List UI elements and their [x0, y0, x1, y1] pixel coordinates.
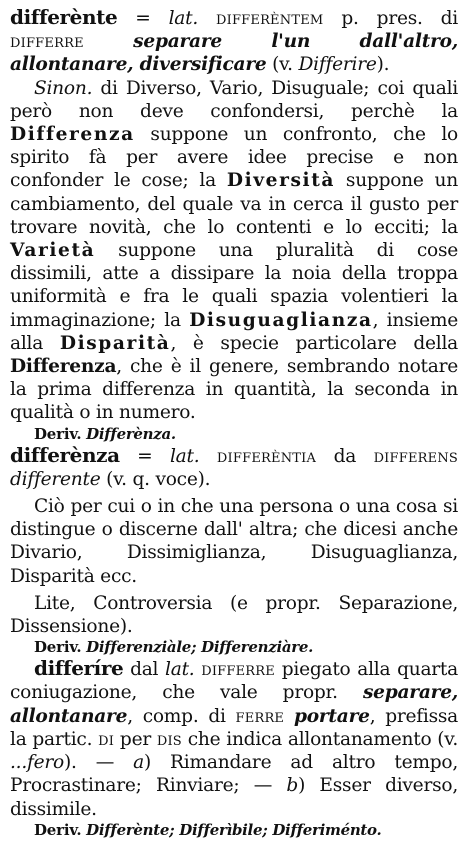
headword: differènte	[10, 5, 118, 29]
lang-abbrev: lat.	[168, 8, 198, 29]
derivatives-label: Deriv.	[34, 638, 82, 657]
etymon: ferre	[235, 705, 285, 727]
derivatives	[34, 821, 458, 840]
term: Diversità	[226, 170, 336, 192]
particle: di	[98, 728, 115, 750]
particle: dis	[156, 728, 182, 750]
cross-reference: Differire	[298, 54, 377, 76]
gloss: portare	[293, 705, 370, 727]
headword: differíre	[34, 656, 124, 681]
derivatives-label: Deriv.	[34, 820, 82, 839]
sense-letter: b	[286, 775, 299, 797]
entry-differente: differènte = lat. differèntem p. pres. di differre separare l'un dall'altro, allontanare, diversificare (v. Differire).	[10, 5, 458, 76]
lang-abbrev: lat.	[165, 659, 195, 681]
entry-differire: differíre dal lat. differre piegato alla quarta coniugazione, che vale propr. separare, allontanare, comp. di ferre portare, prefissa la partic. di per dis che indica allontanamento (v. ...fero). — a) Rimandare ad altro tempo, Procrastinare; Rinviare; — b) Esser diverso, dissimile.	[10, 656, 459, 820]
derivative-words: Differènza.	[86, 424, 176, 443]
derivatives	[34, 638, 458, 657]
definition-paragraph: Ciò per cui o in che una persona o una cosa si distingue o discerne dall' altra; che dicesi anche Divario, Dissimiglianza, Disuguaglianza, Disparità ecc.	[10, 496, 458, 587]
cross-reference: ...fero	[10, 752, 64, 774]
gloss: separare l'un dall'altro, allontanare, diversificare	[10, 31, 458, 76]
term: Differenza	[10, 356, 117, 378]
term: Varietà	[10, 240, 96, 262]
term: Differenza	[10, 124, 135, 146]
headword: differènza	[10, 442, 120, 467]
derivatives	[34, 425, 458, 444]
derivative-words: Differenziàle; Differenziàre.	[86, 638, 314, 657]
cross-reference: differente	[10, 468, 101, 490]
synonyms-label: Sinon.	[34, 77, 93, 99]
gloss: separare, allontanare	[10, 682, 458, 727]
definition-paragraph: Lite, Controversia (e propr. Separazione, Dissensione).	[10, 592, 458, 638]
etymon: differens	[373, 445, 459, 467]
sense-letter: a	[133, 752, 144, 774]
term: Disuguaglianza	[189, 309, 373, 331]
synonyms-paragraph: Sinon. di Diverso, Vario, Disuguale; coi quali però non deve confondersi, perchè la Differenza suppone un confronto, che lo spirito fà per avere idee precise e non confonder le cose; la Diversità suppone un cambiamento, del quale va in cerca il gusto per trovare novità, che lo contenti e lo ecciti; la Varietà suppone una pluralità di cose dissimili, atte a dissipare la noia della troppa uniformità e fra le quali spazia volentieri la immaginazione; la Disuguaglianza, insieme alla Disparità, è specie particolare della Differenza, che è il genere, sembrando notare la prima differenza in quantità, la seconda in qualità o in numero.	[10, 77, 458, 424]
equals: =	[119, 445, 170, 467]
derivative-words: Differènte; Differìbile; Differiménto.	[86, 820, 382, 839]
equals: =	[117, 8, 169, 29]
lang-abbrev: lat.	[169, 445, 200, 467]
derivatives-label: Deriv.	[34, 424, 82, 443]
term: Disparità	[59, 332, 171, 354]
entry-differenza: differènza = lat. differèntia da differens differente (v. q. voce).	[10, 442, 459, 490]
etymon: differèntia	[216, 445, 317, 467]
etymon: differre	[201, 659, 275, 681]
etymon: differèntem	[215, 8, 324, 29]
etymon: differre	[10, 31, 84, 53]
